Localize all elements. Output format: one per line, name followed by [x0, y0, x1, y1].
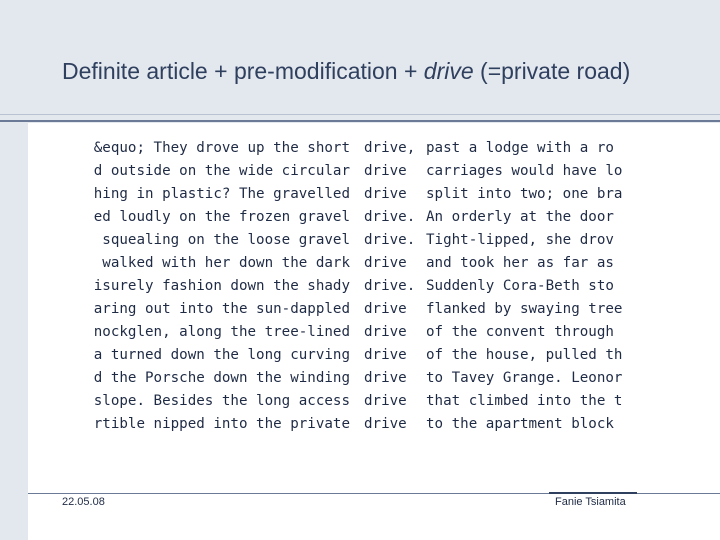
- left-context: aring out into the sun-dappled: [93, 301, 350, 317]
- left-context: ed loudly on the frozen gravel: [93, 209, 350, 225]
- keyword: drive: [364, 163, 407, 179]
- title-underline: [0, 120, 720, 122]
- title-accent-rule: [0, 114, 720, 115]
- left-context: &equo; They drove up the short: [93, 140, 350, 156]
- right-context: past a lodge with a ro: [426, 140, 614, 156]
- keyword: drive.: [364, 232, 416, 248]
- right-context: An orderly at the door: [426, 209, 614, 225]
- left-context: slope. Besides the long access: [93, 393, 350, 409]
- concordance-row: [62, 321, 662, 344]
- concordance-row: [62, 367, 662, 390]
- left-context: isurely fashion down the shady: [93, 278, 350, 294]
- left-band: [0, 123, 28, 540]
- title-suffix: (=private road): [473, 58, 631, 84]
- concordance-row: [62, 229, 662, 252]
- left-context: rtible nipped into the private: [93, 416, 350, 432]
- right-context: split into two; one bra: [426, 186, 623, 202]
- concordance-row: [62, 413, 662, 436]
- concordance-row: [62, 137, 662, 160]
- footer-author: Fanie Tsiamita: [555, 496, 626, 508]
- keyword: drive: [364, 255, 407, 271]
- keyword: drive.: [364, 278, 416, 294]
- left-context: walked with her down the dark: [93, 255, 350, 271]
- right-context: to the apartment block: [426, 416, 614, 432]
- keyword: drive: [364, 186, 407, 202]
- concordance-row: [62, 252, 662, 275]
- left-context: d the Porsche down the winding: [93, 370, 350, 386]
- title-prefix: Definite article + pre-modification +: [62, 58, 424, 84]
- left-context: d outside on the wide circular: [93, 163, 350, 179]
- concordance-row: [62, 298, 662, 321]
- left-context: nockglen, along the tree-lined: [93, 324, 350, 340]
- keyword: drive: [364, 301, 407, 317]
- concordance-row: [62, 275, 662, 298]
- title-keyword: drive: [423, 58, 474, 84]
- left-context: a turned down the long curving: [93, 347, 350, 363]
- right-context: and took her as far as: [426, 255, 614, 271]
- right-context: to Tavey Grange. Leonor: [426, 370, 623, 386]
- footer-date: 22.05.08: [62, 496, 105, 508]
- keyword: drive: [364, 324, 407, 340]
- keyword: drive: [364, 370, 407, 386]
- right-context: flanked by swaying tree: [426, 301, 623, 317]
- right-context: that climbed into the t: [426, 393, 623, 409]
- right-context: Suddenly Cora-Beth sto: [426, 278, 614, 294]
- keyword: drive: [364, 393, 407, 409]
- concordance-row: [62, 344, 662, 367]
- footer-accent-rule: [549, 492, 637, 494]
- right-context: of the convent through: [426, 324, 614, 340]
- keyword: drive,: [364, 140, 416, 156]
- left-context: hing in plastic? The gravelled: [93, 186, 350, 202]
- right-context: Tight-lipped, she drov: [426, 232, 614, 248]
- concordance-row: [62, 206, 662, 229]
- keyword: drive: [364, 347, 407, 363]
- keyword: drive: [364, 416, 407, 432]
- concordance-lines: [62, 137, 662, 436]
- left-context: squealing on the loose gravel: [93, 232, 350, 248]
- concordance-row: [62, 160, 662, 183]
- concordance-row: [62, 183, 662, 206]
- concordance-row: [62, 390, 662, 413]
- right-context: carriages would have lo: [426, 163, 623, 179]
- slide-title: [62, 56, 672, 86]
- keyword: drive.: [364, 209, 416, 225]
- right-context: of the house, pulled th: [426, 347, 623, 363]
